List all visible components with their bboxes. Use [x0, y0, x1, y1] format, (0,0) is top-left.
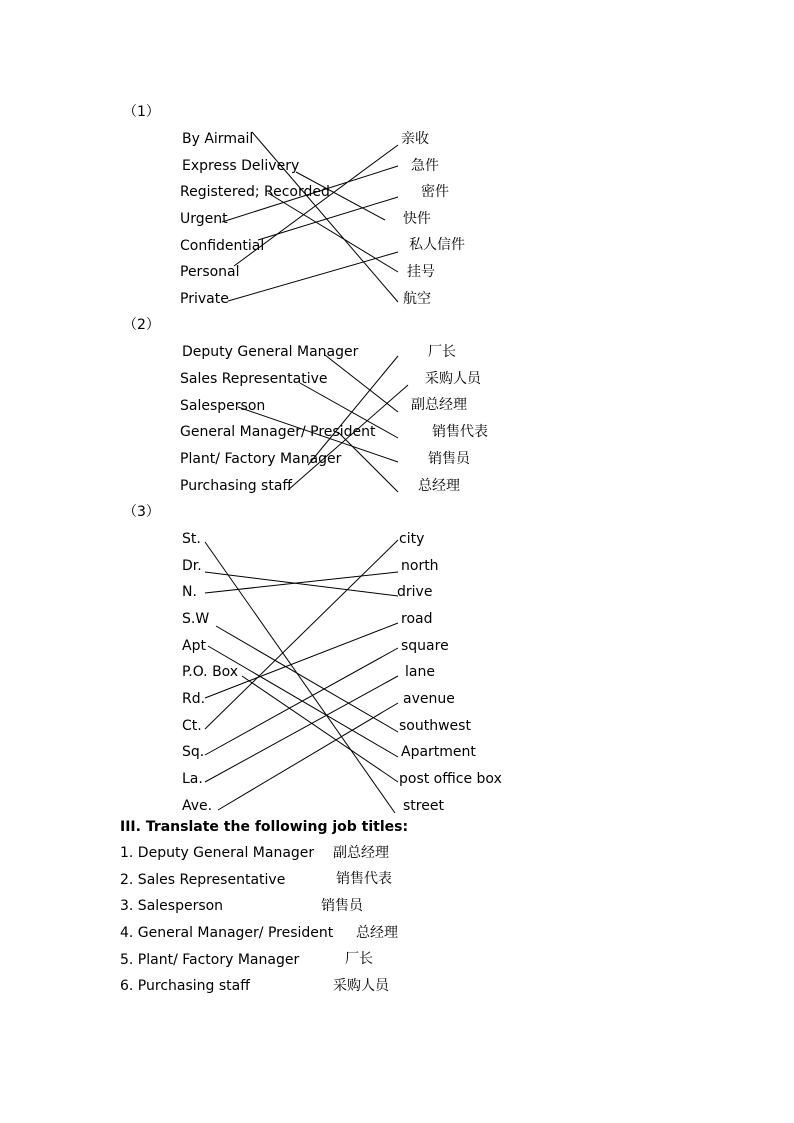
match-line — [338, 432, 398, 492]
match-line — [208, 646, 398, 757]
left-term: Deputy General Manager — [182, 344, 359, 360]
left-term: Express Delivery — [182, 158, 300, 174]
match-line — [205, 676, 398, 782]
right-term: 总经理 — [418, 478, 460, 494]
match-line — [218, 703, 398, 810]
job-title-zh: 采购人员 — [333, 978, 389, 994]
match-line — [228, 252, 398, 301]
left-term: Apt — [182, 638, 206, 654]
right-term: avenue — [403, 691, 455, 707]
left-term: P.O. Box — [182, 664, 239, 680]
job-title-en: 5. Plant/ Factory Manager — [120, 952, 300, 968]
right-term: north — [401, 558, 439, 574]
left-term: St. — [182, 531, 201, 547]
left-term: Private — [180, 291, 229, 307]
job-title-en: 1. Deputy General Manager — [120, 845, 315, 861]
right-term: southwest — [399, 718, 471, 734]
right-term: 副总经理 — [411, 397, 467, 413]
job-title-en: 6. Purchasing staff — [120, 978, 250, 994]
right-term: street — [403, 798, 444, 814]
left-term: Personal — [180, 264, 240, 280]
job-title-en: 3. Salesperson — [120, 898, 224, 914]
job-title-zh: 副总经理 — [333, 845, 389, 861]
left-term: Urgent — [180, 211, 228, 227]
right-term: Apartment — [401, 744, 476, 760]
right-term: drive — [397, 584, 433, 600]
left-term: Rd. — [182, 691, 206, 707]
job-title-zh: 厂长 — [345, 951, 373, 967]
right-term: 密件 — [421, 184, 449, 200]
left-term: Sales Representative — [180, 371, 328, 387]
left-term: Ct. — [182, 718, 202, 734]
left-term: Registered; Recorded — [180, 184, 330, 200]
right-term: square — [401, 638, 449, 654]
left-term: Ave. — [182, 798, 213, 814]
left-term: S.W — [182, 611, 210, 627]
right-term: 私人信件 — [409, 237, 465, 253]
right-term: 挂号 — [407, 264, 435, 280]
right-term: 销售员 — [428, 451, 470, 467]
right-term: post office box — [399, 771, 502, 787]
right-term: 快件 — [403, 211, 431, 227]
right-term: 航空 — [403, 291, 431, 307]
section-label: （1） — [123, 104, 160, 120]
match-line — [216, 626, 398, 732]
match-line — [242, 676, 398, 782]
left-term: Dr. — [182, 558, 202, 574]
right-term: 急件 — [411, 158, 439, 174]
job-title-zh: 总经理 — [356, 925, 398, 941]
job-title-zh: 销售员 — [321, 898, 363, 914]
match-line — [268, 193, 398, 272]
right-term: 采购人员 — [425, 371, 481, 387]
right-term: road — [401, 611, 433, 627]
right-term: city — [399, 531, 425, 547]
left-term: General Manager/ President — [180, 424, 376, 440]
left-term: La. — [182, 771, 203, 787]
left-term: Sq. — [182, 744, 205, 760]
left-term: Confidential — [180, 238, 265, 254]
right-term: lane — [405, 664, 435, 680]
section-label: （3） — [123, 504, 160, 520]
left-term: Salesperson — [180, 398, 266, 414]
right-term: 亲收 — [401, 131, 429, 147]
right-term: 销售代表 — [432, 424, 488, 440]
job-title-en: 4. General Manager/ President — [120, 925, 334, 941]
right-term: 厂长 — [428, 344, 456, 360]
section-label: （2） — [123, 317, 160, 333]
left-term: By Airmail — [182, 131, 254, 147]
left-term: Purchasing staff — [180, 478, 293, 494]
job-title-zh: 销售代表 — [336, 871, 392, 887]
section-heading: III. Translate the following job titles: — [120, 819, 409, 835]
left-term: Plant/ Factory Manager — [180, 451, 342, 467]
left-term: N. — [182, 584, 197, 600]
job-title-en: 2. Sales Representative — [120, 872, 286, 888]
